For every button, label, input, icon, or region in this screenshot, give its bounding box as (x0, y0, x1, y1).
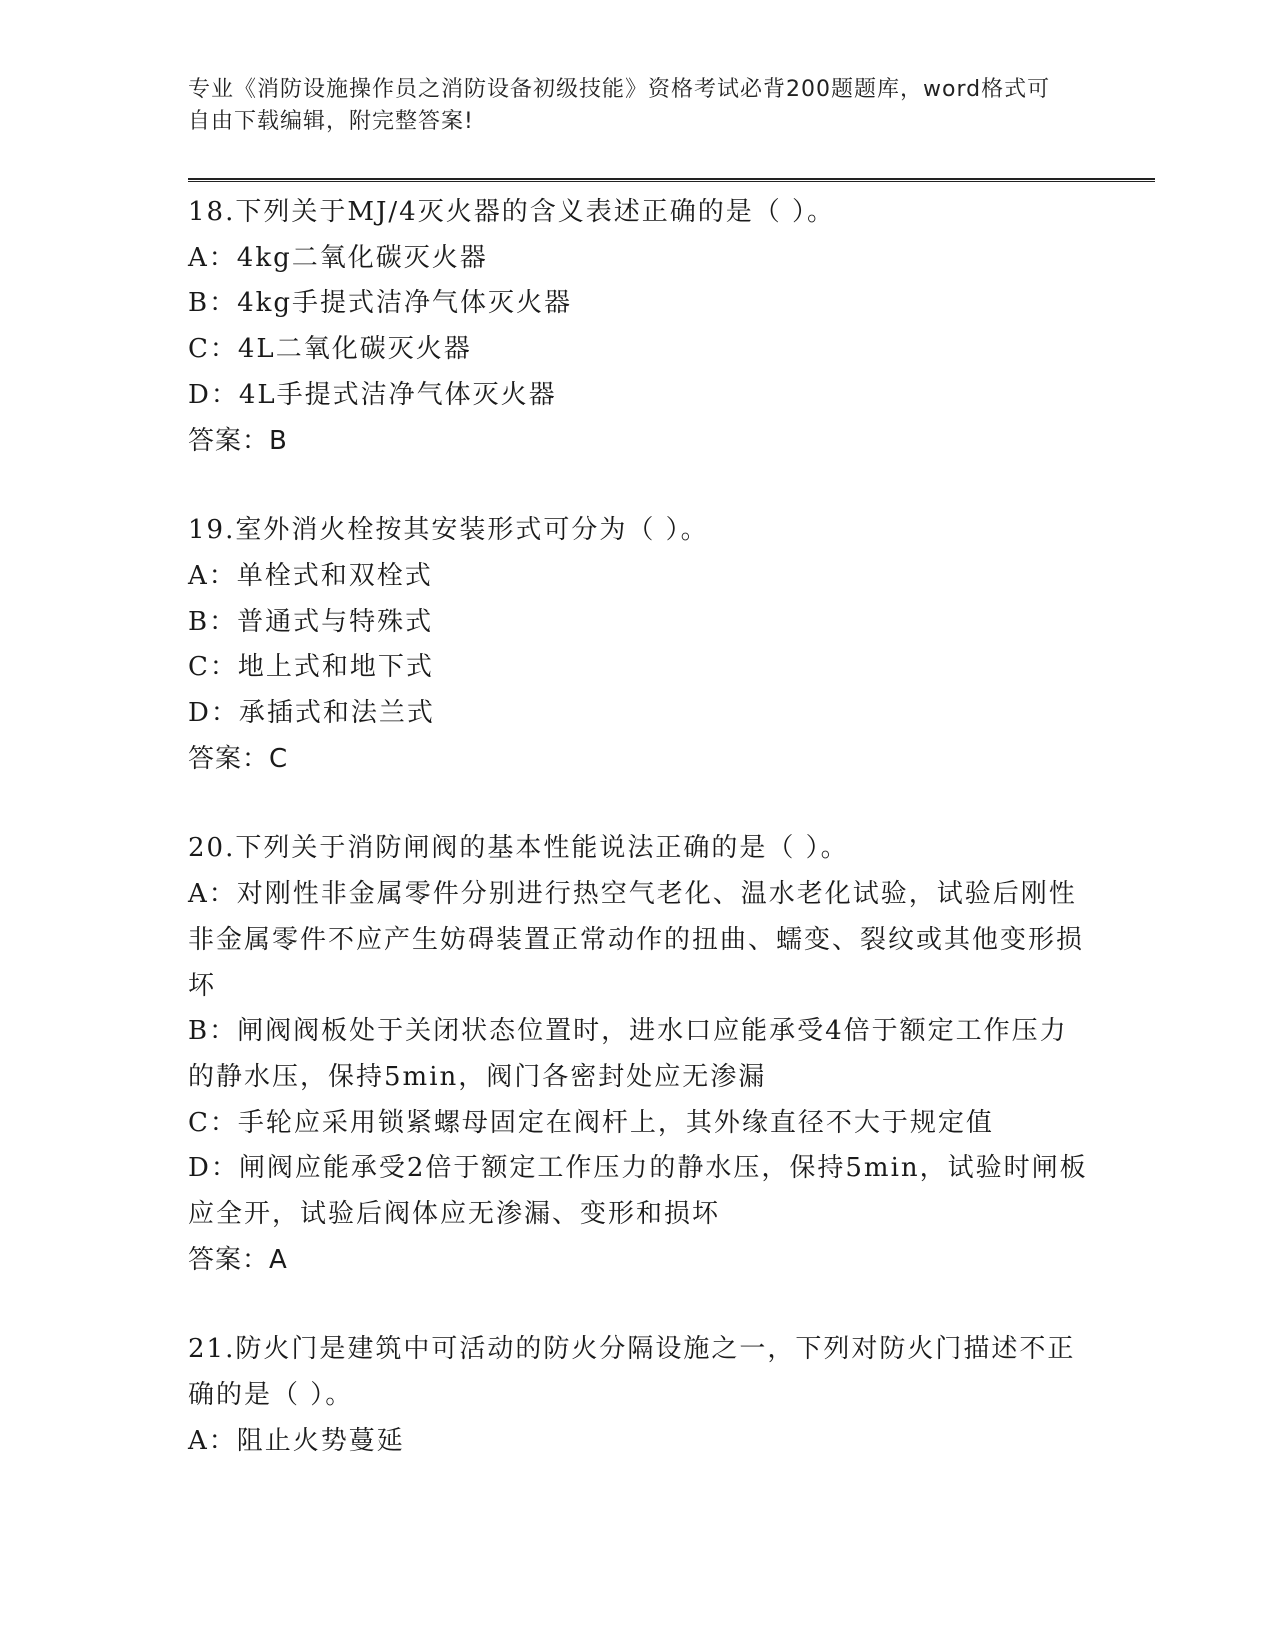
option-a: A：阻止火势蔓延 (188, 1425, 405, 1456)
question-stem: 20.下列关于消防闸阀的基本性能说法正确的是（ ）。 (188, 833, 849, 864)
option-b: B：普通式与特殊式 (188, 606, 434, 637)
question-21 (188, 1327, 1088, 1464)
answer-label: 答案：A (188, 1244, 288, 1275)
option-a: A：单栓式和双栓式 (188, 560, 433, 591)
option-d: D：闸阀应能承受2倍于额定工作压力的静水压，保持5min，试验时闸板应全开，试验后阀体应无渗漏、变形和损坏 (188, 1153, 1088, 1230)
question-list (188, 190, 1088, 1509)
question-20 (188, 826, 1088, 1283)
question-18 (188, 190, 1088, 464)
option-a: A：对刚性非金属零件分别进行热空气老化、温水老化试验，试验后刚性非金属零件不应产生妨碍装置正常动作的扭曲、蠕变、裂纹或其他变形损坏 (188, 879, 1085, 1001)
question-stem: 18.下列关于MJ/4灭火器的含义表述正确的是（ ）。 (188, 197, 835, 227)
question-19 (188, 508, 1088, 782)
option-b: B：4kg手提式洁净气体灭火器 (188, 288, 573, 319)
option-d: D：4L手提式洁净气体灭火器 (188, 379, 557, 410)
header-divider (188, 178, 1155, 182)
question-stem: 21.防火门是建筑中可活动的防火分隔设施之一，下列对防火门描述不正确的是（ ）。 (188, 1334, 1076, 1411)
option-c: C：4L二氧化碳灭火器 (188, 334, 472, 365)
answer-label: 答案：C (188, 743, 289, 774)
answer-label: 答案：B (188, 425, 288, 456)
question-stem: 19.室外消火栓按其安装形式可分为（ ）。 (188, 515, 709, 546)
option-c: C：地上式和地下式 (188, 652, 434, 683)
document-header: 专业《消防设施操作员之消防设备初级技能》资格考试必背200题题库，word格式可自由下载编辑，附完整答案! (188, 77, 1051, 134)
option-b: B：闸阀阀板处于关闭状态位置时，进水口应能承受4倍于额定工作压力的静水压，保持5min，阀门各密封处应无渗漏 (188, 1016, 1068, 1092)
option-c: C：手轮应采用锁紧螺母固定在阀杆上，其外缘直径不大于规定值 (188, 1107, 994, 1138)
option-a: A：4kg二氧化碳灭火器 (188, 242, 488, 273)
option-d: D：承插式和法兰式 (188, 698, 435, 729)
